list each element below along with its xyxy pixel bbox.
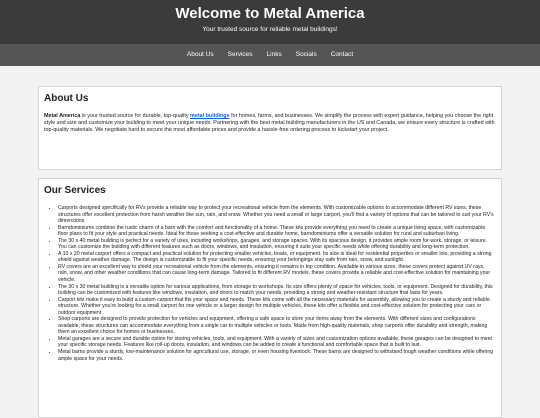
about-text-before-link: is your trusted source for durable, top-quality (80, 113, 191, 119)
nav-link-services[interactable]: Services (227, 51, 253, 58)
service-item-metal-garages: • Metal garages are a secure and durable option for storing vehicles, tools, and equipment. With a variety of sizes and customization options available, these garages can be designed to meet your specific storage needs. Features like roll-up doors, insulation, and windows can be added to create a functional and comfortable space that is built to last. (58, 336, 496, 349)
service-item-shop-carports: • Shop carports are designed to provide protection for vehicles and equipment, offering a safe space to store your items away from the elements. With different sizes and configurations available, these structures can accommodate everything from a single car to multiple vehicles or tools. Made from high-quality materials, shop carports offer durability and strength, making them an excellent choice for homes or businesses. (58, 316, 496, 336)
about-text-after-link: for homes, farms, and businesses. We simplify the process with expert guidance, helping you choose the right style and size and customize your building to meet your unique needs. Partnering with the best metal building manufacturers in the US and Canada, we ensure every structure is crafted with top-quality materials. We negotiate hard to secure the most affordable prices and provide a hassle-free ordering process to kickstart your project. (44, 113, 495, 133)
service-item-rv-carports: • Carports designed specifically for RVs provide a reliable way to protect your recreational vehicle from the elements. With customizable options to accommodate different RV sizes, these structures offer excellent protection from harsh weather like sun, rain, and snow. Whether you need a small or large carport, you'll find a variety of options that can be tailored to suit your RV's dimensions. (58, 205, 496, 225)
services-section (38, 178, 502, 418)
service-item-10x20-carport: • A 10 x 20 metal carport offers a compact and practical solution for protecting smaller vehicles, boats, or equipment. Its size is ideal for residential properties or smaller lots, providing a strong shield against weather damage. The design is customizable to fit your specific needs, ensuring your belongings stay safe from rain, snow, and sunlight. (58, 251, 496, 264)
services-heading: Our Services (44, 185, 106, 196)
service-item-rv-covers: • RV covers are an excellent way to shield your recreational vehicle from the elements, ensuring it remains in top condition. Available in various sizes, these covers protect against UV rays, rain, snow, and other weather conditions that can cause long-term damage. Tailored to fit different RV models, these covers provide a reliable and cost-effective solution for maintaining your vehicle. (58, 264, 496, 284)
site-title: Welcome to Metal America (175, 5, 365, 22)
nav-link-contact[interactable]: Contact (330, 51, 354, 58)
service-item-metal-barns: • Metal barns provide a sturdy, low-maintenance solution for agricultural use, storage, or even housing livestock. These barns are designed to withstand tough weather conditions while offering ample space for your needs. (58, 349, 496, 362)
main-nav (0, 44, 540, 66)
nav-link-links[interactable]: Links (266, 51, 282, 58)
site-header (0, 0, 540, 44)
service-item-carport-kits: • Carport kits make it easy to build a custom carport that fits your space and needs. These kits come with all the necessary materials for assembly, allowing you to create a sturdy and reliable structure. Whether you're looking for a small carport for one vehicle or a larger design for multiple vehicles, these kits offer a flexible and cost-effective solution for protecting your cars or outdoor equipment. (58, 297, 496, 317)
about-section (38, 86, 502, 170)
service-item-30x30-building: • The 30 x 30 metal building is a versatile option for various applications, from storage to workshops. Its size offers plenty of space for vehicles, tools, or equipment. Designed for durability, this building can be customized with features like windows, insulation, and doors to match your needs, providing a strong and weather-resistant structure that lasts for years. (58, 284, 496, 297)
services-list (44, 205, 496, 362)
site-tagline: Your trusted source for reliable metal buildings! (202, 26, 338, 33)
service-item-barndominiums: • Barndominiums combine the rustic charm of a barn with the comfort and functionality of a home. These kits provide everything you need to create a unique living space, with customizable floor plans to fit your style and practical needs. Ideal for those seeking a cost-effective and durable home, barndominiums offer a versatile solution for rural and suburban living. (58, 225, 496, 238)
nav-link-socials[interactable]: Socials (295, 51, 317, 58)
about-brand: Metal America (44, 113, 81, 119)
about-paragraph (44, 113, 496, 134)
about-heading: About Us (44, 93, 89, 104)
nav-link-about-us[interactable]: About Us (186, 51, 214, 58)
metal-buildings-link[interactable]: metal buildings (190, 113, 230, 119)
service-item-30x40-building: • The 30 x 40 metal building is perfect for a variety of uses, including workshops, garages, and storage spaces. With its spacious design, it provides ample room for work, storage, or leisure. You can customize the building with different features such as doors, windows, and insulation, ensuring it suits your specific needs while offering durability and long-term protection. (58, 238, 496, 251)
